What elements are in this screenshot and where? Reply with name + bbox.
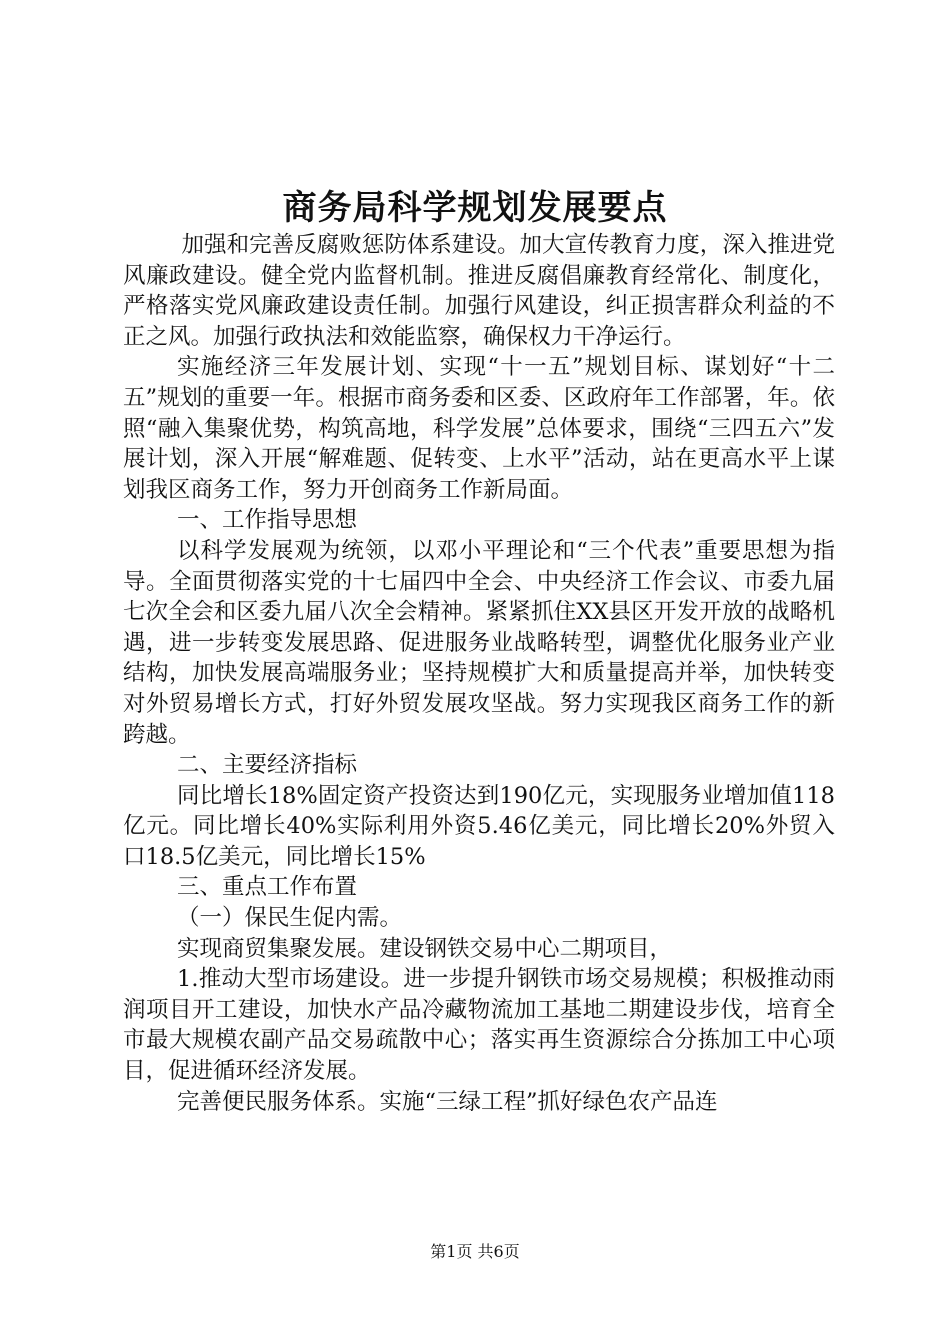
document-body bbox=[123, 230, 835, 1117]
paragraph-market-construction: 1.推动大型市场建设。进一步提升钢铁市场交易规模；积极推动雨润项目开工建设，加快水产品冷藏物流加工基地二期建设步伐，培育全市最大规模农副产品交易疏散中心；落实再生资源综合分拣加工中心项目，促进循环经济发展。 bbox=[123, 966, 835, 1085]
paragraph-guiding-ideology: 以科学发展观为统领，以邓小平理论和“三个代表”重要思想为指导。全面贯彻落实党的十七届四中全会、中央经济工作会议、市委九届七次全会和区委九届八次全会精神。紧紧抓住XX县区开发开放的战略机遇，进一步转变发展思路、促进服务业战略转型，调整优化服务业产业结构，加快发展高端服务业；坚持规模扩大和质量提高并举，加快转变对外贸易增长方式，打好外贸发展攻坚战。努力实现我区商务工作的新跨越。 bbox=[123, 537, 835, 748]
paragraph-annual-plan: 实施经济三年发展计划、实现“十一五”规划目标、谋划好“十二五”规划的重要一年。根据市商务委和区委、区政府年工作部署，年。依照“融入集聚优势，构筑高地，科学发展”总体要求，围绕“三四五六”发展计划，深入开展“解难题、促转变、上水平”活动，站在更高水平上谋划我区商务工作，努力开创商务工作新局面。 bbox=[123, 354, 835, 503]
page-number-footer: 第1页 共6页 bbox=[430, 1242, 520, 1261]
paragraph-economic-indicators: 同比增长18%固定资产投资达到190亿元，实现服务业增加值118亿元。同比增长40%实际利用外资5.46亿美元，同比增长20%外贸入口18.5亿美元，同比增长15% bbox=[123, 782, 835, 870]
section-heading-guiding-ideology: 一、工作指导思想 bbox=[177, 507, 358, 534]
subsection-heading-livelihood: （一）保民生促内需。 bbox=[177, 905, 403, 932]
section-heading-key-work: 三、重点工作布置 bbox=[177, 874, 358, 901]
paragraph-anticorruption: 加强和完善反腐败惩防体系建设。加大宣传教育力度，深入推进党风廉政建设。健全党内监督机制。推进反腐倡廉教育经常化、制度化，严格落实党风廉政建设责任制。加强行风建设，纠正损害群众利益的不正之风。加强行政执法和效能监察，确保权力干净运行。 bbox=[123, 232, 835, 350]
paragraph-convenience-services: 完善便民服务体系。实施“三绿工程”抓好绿色农产品连 bbox=[177, 1088, 718, 1115]
document-title: 商务局科学规划发展要点 bbox=[282, 188, 668, 228]
paragraph-commerce-cluster: 实现商贸集聚发展。建设钢铁交易中心二期项目， bbox=[177, 935, 673, 962]
section-heading-economic-indicators: 二、主要经济指标 bbox=[177, 752, 358, 779]
